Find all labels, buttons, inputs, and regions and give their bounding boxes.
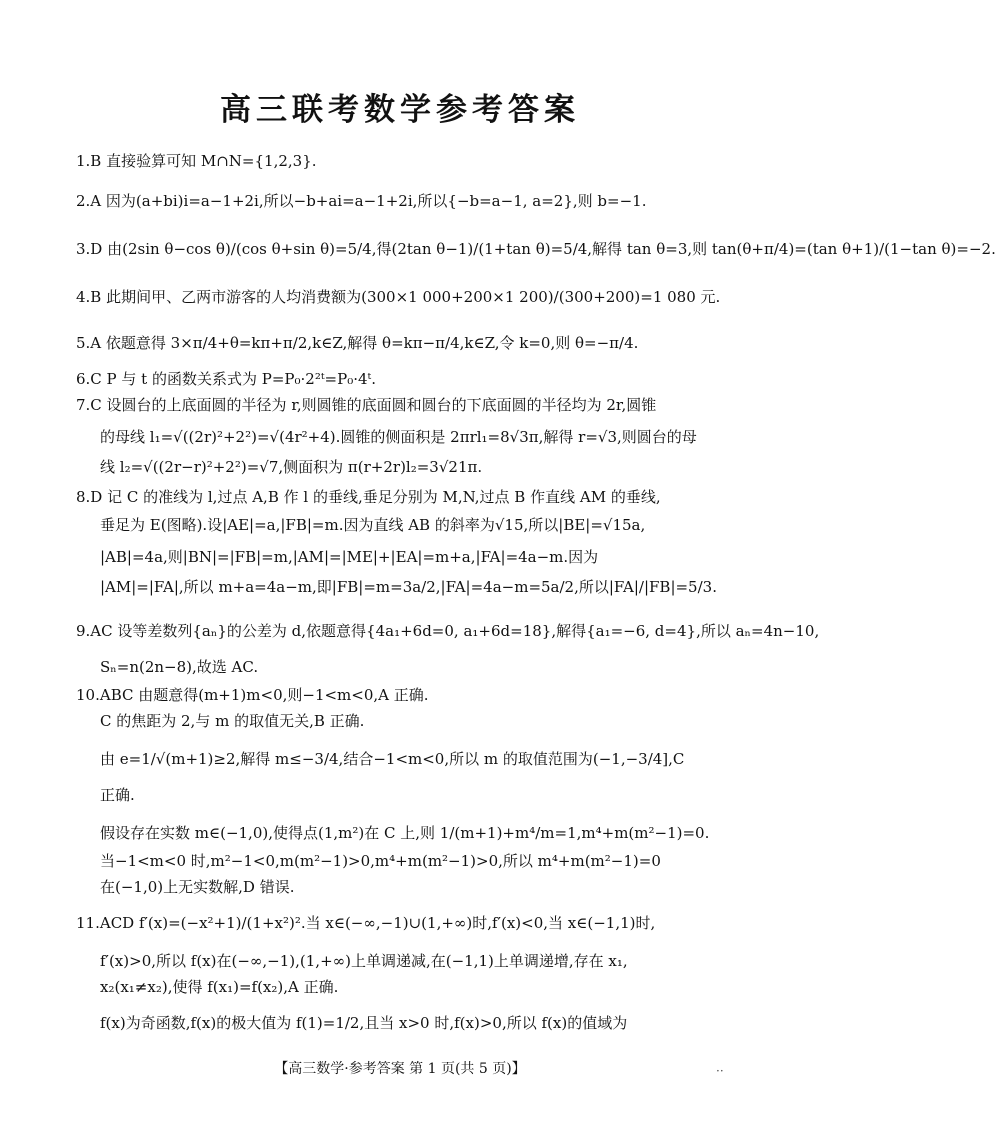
answer-line: 线 l₂=√((2r−r)²+2²)=√7,侧面积为 π(r+2r)l₂=3√21π.	[100, 458, 483, 476]
answer-line: 2.A 因为(a+bi)i=a−1+2i,所以−b+ai=a−1+2i,所以{−b=a−1, a=2},则 b=−1.	[76, 192, 647, 210]
answer-line: 假设存在实数 m∈(−1,0),使得点(1,m²)在 C 上,则 1/(m+1)+m⁴/m=1,m⁴+m(m²−1)=0.	[100, 824, 710, 842]
answer-line: |AM|=|FA|,所以 m+a=4a−m,即|FB|=m=3a/2,|FA|=4a−m=5a/2,所以|FA|/|FB|=5/3.	[100, 578, 717, 596]
answer-line: 由 e=1/√(m+1)≥2,解得 m≤−3/4,结合−1<m<0,所以 m 的取值范围为(−1,−3/4],C	[100, 750, 685, 768]
answer-line: f(x)为奇函数,f(x)的极大值为 f(1)=1/2,且当 x>0 时,f(x)>0,所以 f(x)的值域为	[100, 1014, 628, 1032]
answer-line: C 的焦距为 2,与 m 的取值无关,B 正确.	[100, 712, 365, 730]
answer-line: 3.D 由(2sin θ−cos θ)/(cos θ+sin θ)=5/4,得(2tan θ−1)/(1+tan θ)=5/4,解得 tan θ=3,则 tan(θ+π/4)=(tan θ+1)/(1−tan θ)=−2.	[76, 240, 996, 258]
answer-line: x₂(x₁≠x₂),使得 f(x₁)=f(x₂),A 正确.	[100, 978, 339, 996]
answer-line: 11.ACD f′(x)=(−x²+1)/(1+x²)².当 x∈(−∞,−1)∪(1,+∞)时,f′(x)<0,当 x∈(−1,1)时,	[76, 914, 656, 932]
answer-line: 9.AC 设等差数列{aₙ}的公差为 d,依题意得{4a₁+6d=0, a₁+6d=18},解得{a₁=−6, d=4},所以 aₙ=4n−10,	[76, 622, 820, 640]
answer-line: 1.B 直接验算可知 M∩N={1,2,3}.	[76, 152, 317, 170]
answer-line: 当−1<m<0 时,m²−1<0,m(m²−1)>0,m⁴+m(m²−1)>0,所以 m⁴+m(m²−1)=0	[100, 852, 661, 870]
answer-line: 在(−1,0)上无实数解,D 错误.	[100, 878, 295, 896]
page-footer: 【高三数学·参考答案 第 1 页(共 5 页)】	[274, 1061, 526, 1077]
answer-line: Sₙ=n(2n−8),故选 AC.	[100, 658, 259, 676]
answer-line: 7.C 设圆台的上底面圆的半径为 r,则圆锥的底面圆和圆台的下底面圆的半径均为 2r,圆锥	[76, 396, 657, 414]
answer-line: |AB|=4a,则|BN|=|FB|=m,|AM|=|ME|+|EA|=m+a,|FA|=4a−m.因为	[100, 548, 599, 566]
answer-line: 垂足为 E(图略).设|AE|=a,|FB|=m.因为直线 AB 的斜率为√15,所以|BE|=√15a,	[100, 516, 646, 534]
answer-line: 5.A 依题意得 3×π/4+θ=kπ+π/2,k∈Z,解得 θ=kπ−π/4,k∈Z,令 k=0,则 θ=−π/4.	[76, 334, 639, 352]
corner-mark: ··	[716, 1064, 724, 1078]
answer-line: 4.B 此期间甲、乙两市游客的人均消费额为(300×1 000+200×1 200)/(300+200)=1 080 元.	[76, 288, 721, 306]
answer-line: 10.ABC 由题意得(m+1)m<0,则−1<m<0,A 正确.	[76, 686, 429, 704]
answer-line: 正确.	[100, 786, 135, 804]
answer-line: f′(x)>0,所以 f(x)在(−∞,−1),(1,+∞)上单调递减,在(−1,1)上单调递增,存在 x₁,	[100, 952, 628, 970]
answer-line: 8.D 记 C 的准线为 l,过点 A,B 作 l 的垂线,垂足分别为 M,N,过点 B 作直线 AM 的垂线,	[76, 488, 661, 506]
answer-line: 的母线 l₁=√((2r)²+2²)=√(4r²+4).圆锥的侧面积是 2πrl₁=8√3π,解得 r=√3,则圆台的母	[100, 428, 697, 446]
page-title: 高三联考数学参考答案	[220, 92, 580, 128]
answer-line: 6.C P 与 t 的函数关系式为 P=P₀·2²ᵗ=P₀·4ᵗ.	[76, 370, 376, 388]
